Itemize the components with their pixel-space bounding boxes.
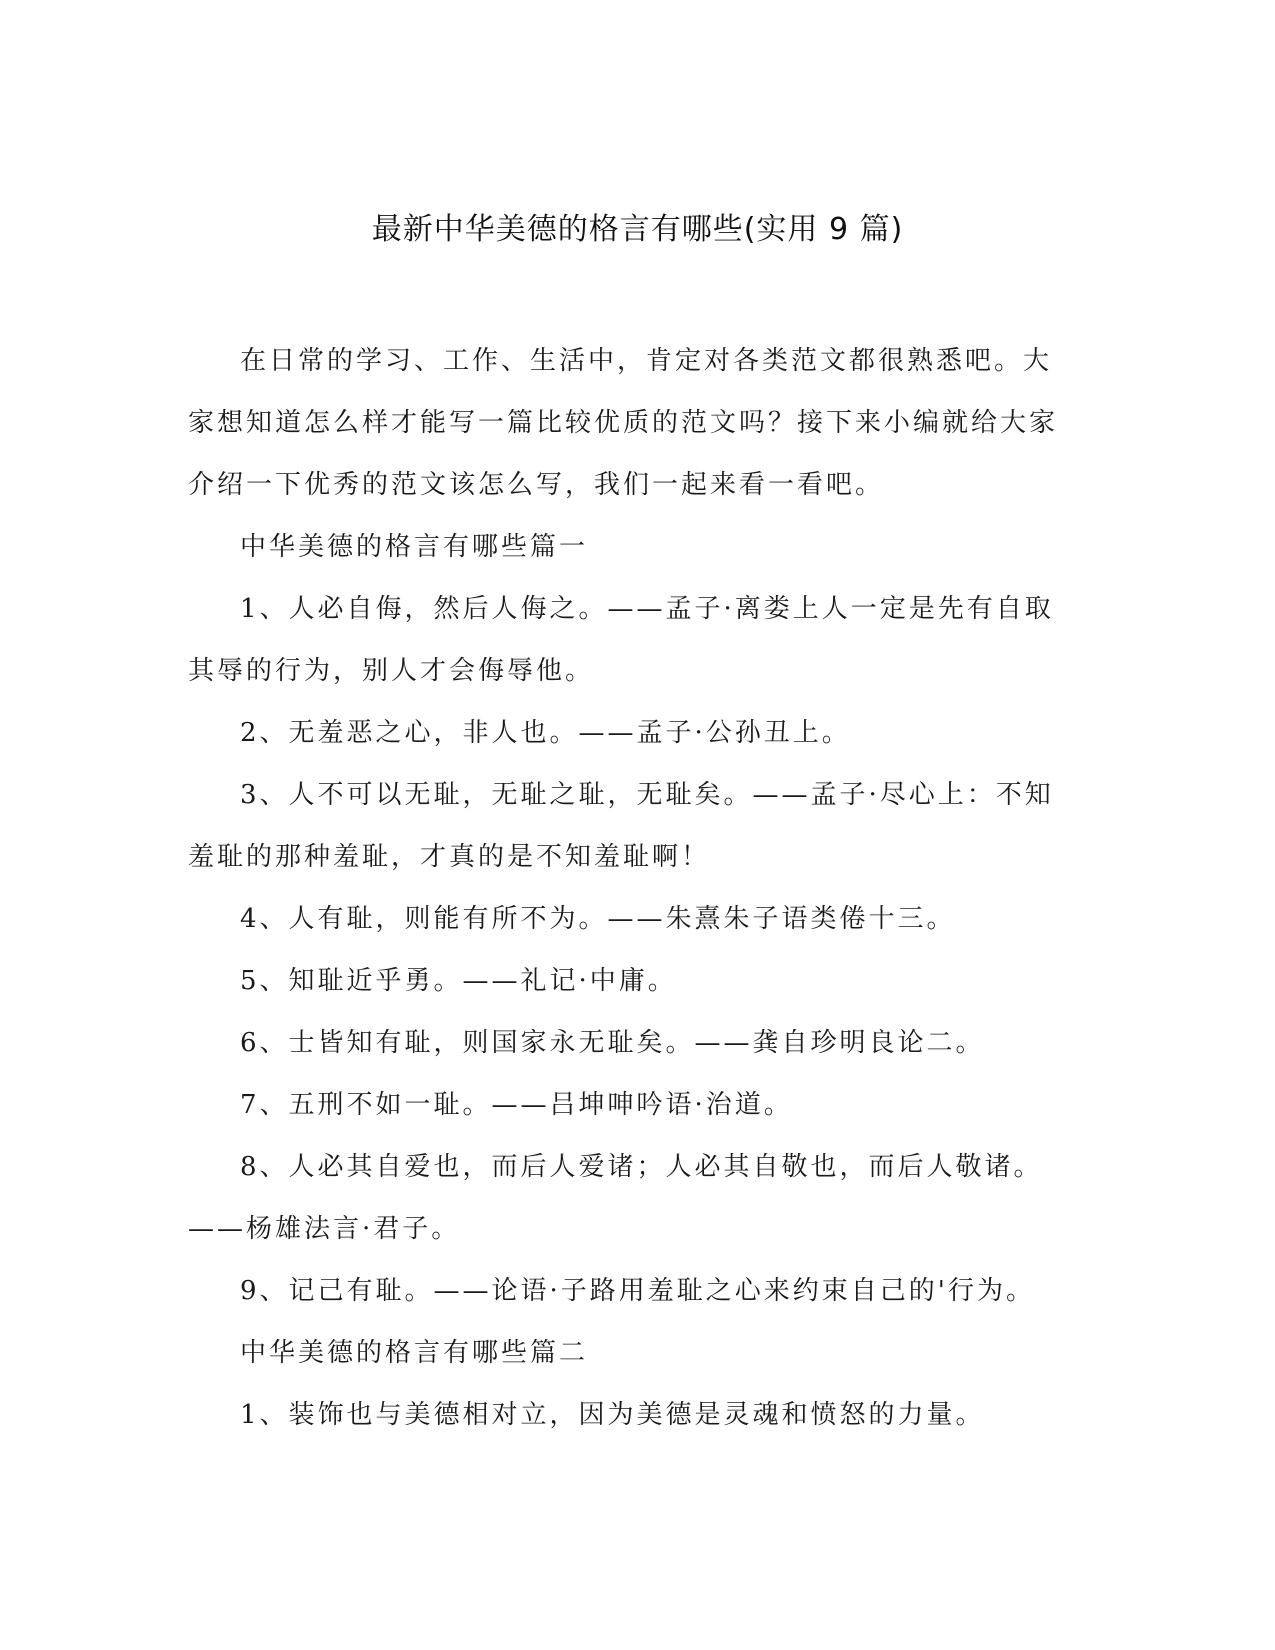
quote-item: 1、装饰也与美德相对立，因为美德是灵魂和愤怒的力量。 (240, 1400, 985, 1430)
quote-item: 5、知耻近乎勇。——礼记·中庸。 (240, 966, 677, 996)
section-heading-1: 中华美德的格言有哪些篇一 (240, 532, 589, 562)
section-heading-2: 中华美德的格言有哪些篇二 (240, 1338, 589, 1368)
document-title: 最新中华美德的格言有哪些(实用 9 篇) (371, 212, 904, 247)
quote-item: 3、人不可以无耻，无耻之耻，无耻矣。——孟子·尽心上：不知羞耻的那种羞耻，才真的是不知羞耻啊！ (188, 780, 1054, 872)
quote-item: 4、人有耻，则能有所不为。——朱熹朱子语类倦十三。 (240, 904, 956, 934)
quote-item: 2、无羞恶之心，非人也。——孟子·公孙丑上。 (240, 718, 851, 748)
quote-item: 6、士皆知有耻，则国家永无耻矣。——龚自珍明良论二。 (240, 1028, 985, 1058)
quote-item: 9、记己有耻。——论语·子路用羞耻之心来约束自己的'行为。 (240, 1276, 1035, 1306)
quote-item: 7、五刑不如一耻。——吕坤呻吟语·治道。 (240, 1090, 793, 1120)
quote-item: 8、人必其自爱也，而后人爱诸；人必其自敬也，而后人敬诸。——杨雄法言·君子。 (188, 1152, 1043, 1244)
quote-item: 1、人必自侮，然后人侮之。——孟子·离娄上人一定是先有自取其辱的行为，别人才会侮辱他。 (188, 594, 1054, 686)
document-body (188, 330, 1068, 1446)
intro-paragraph: 在日常的学习、工作、生活中，肯定对各类范文都很熟悉吧。大家想知道怎么样才能写一篇比较优质的范文吗？接下来小编就给大家介绍一下优秀的范文该怎么写，我们一起来看一看吧。 (188, 346, 1059, 500)
